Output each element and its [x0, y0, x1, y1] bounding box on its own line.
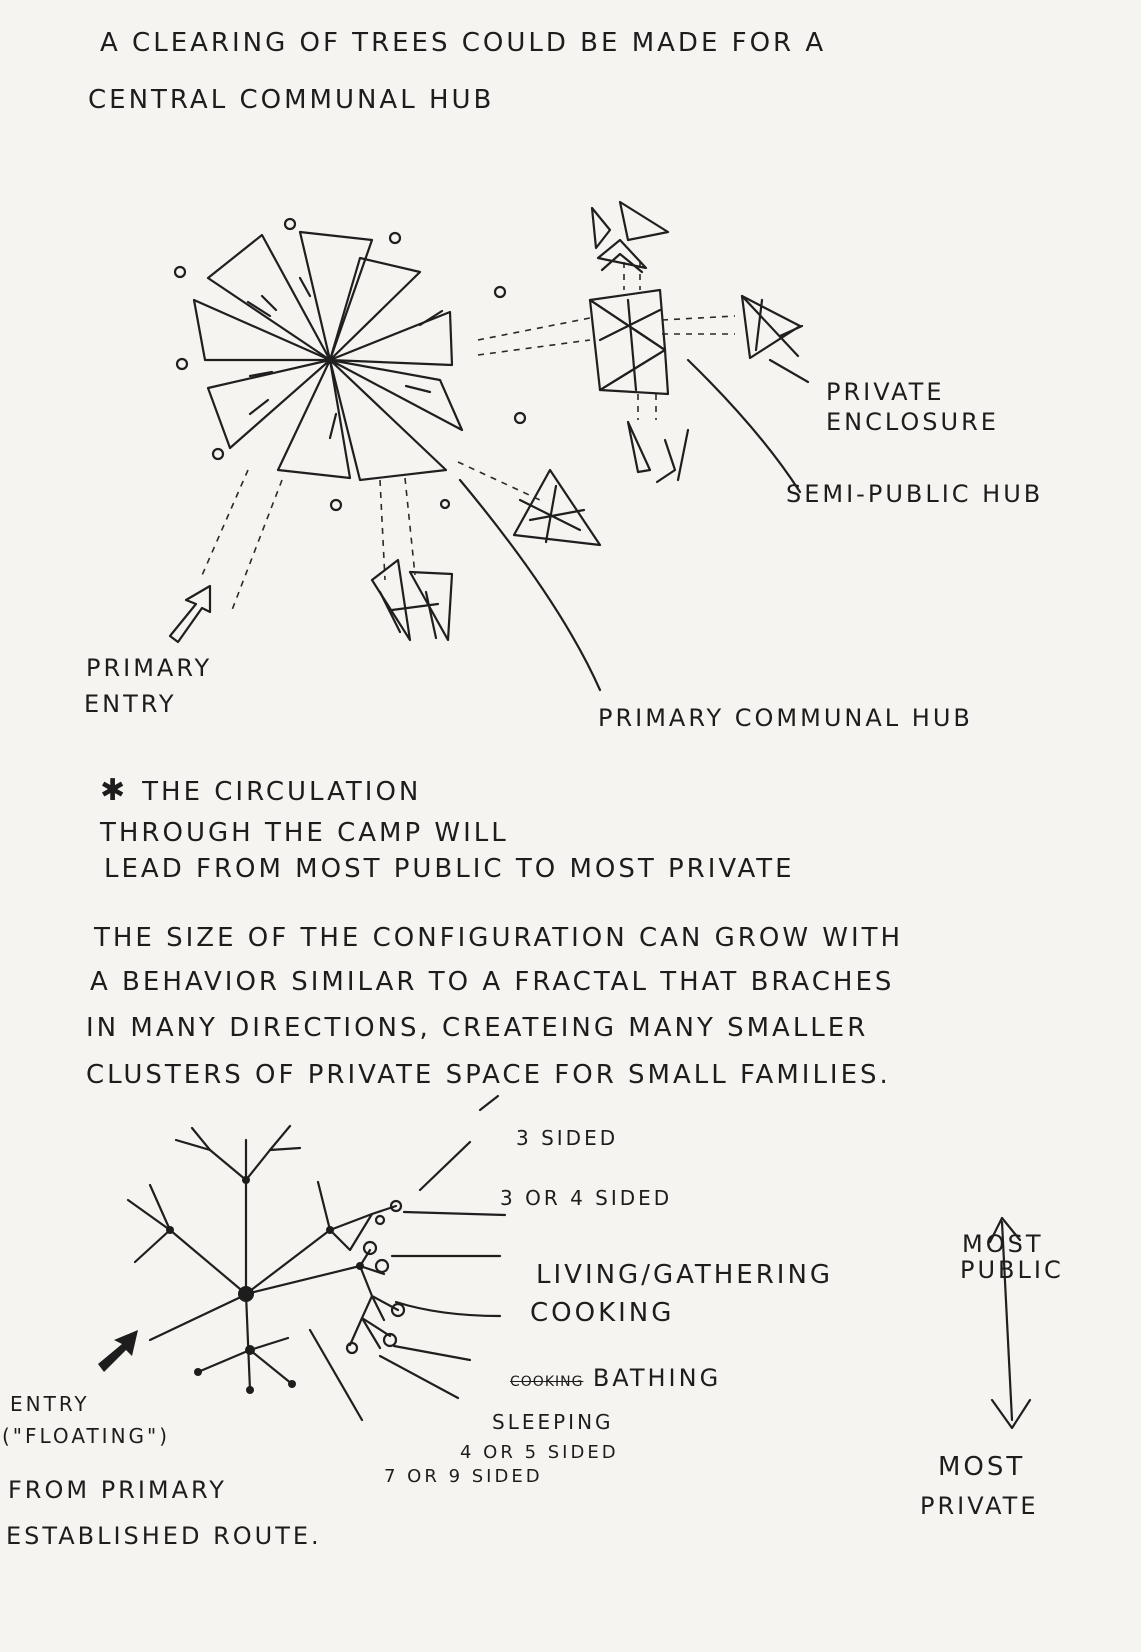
label-sleeping: SLEEPING — [492, 1410, 614, 1434]
header-line-2: CENTRAL COMMUNAL HUB — [88, 85, 495, 115]
label-primary-communal-hub: PRIMARY COMMUNAL HUB — [598, 704, 973, 732]
label-most-public-2: PUBLIC — [960, 1256, 1064, 1284]
label-primary: PRIMARY — [86, 654, 213, 682]
label-3-sided: 3 SIDED — [516, 1126, 619, 1150]
primary-entry-arrow — [170, 586, 210, 642]
label-4-or-5-sided: 4 OR 5 SIDED — [460, 1442, 619, 1463]
central-hub-cluster — [175, 219, 525, 510]
fractal-tree — [128, 1126, 404, 1394]
circulation-note-line-2: THROUGH THE CAMP WILL — [100, 818, 509, 848]
fractal-note-line-4: CLUSTERS OF PRIVATE SPACE FOR SMALL FAMILIES. — [86, 1060, 891, 1090]
lower-enclosure-right — [514, 470, 600, 545]
hub-segment-bottom — [278, 360, 350, 478]
semi-public-hub-cluster — [590, 202, 802, 482]
hub-segment-right — [330, 360, 462, 430]
circulation-note-line-1: ✱ THE CIRCULATION — [100, 773, 422, 808]
label-most-private-1: MOST — [938, 1452, 1026, 1482]
entry-arrow — [98, 1330, 138, 1372]
label-most-public-1: MOST — [962, 1230, 1044, 1258]
lower-enclosure-bottom — [372, 560, 452, 640]
header-line-1: A CLEARING OF TREES COULD BE MADE FOR A — [100, 28, 827, 58]
hub-segment-upper — [330, 258, 420, 360]
label-most-private-2: PRIVATE — [920, 1492, 1039, 1520]
circulation-note-line-3: LEAD FROM MOST PUBLIC TO MOST PRIVATE — [104, 854, 795, 884]
hub-segment-left — [194, 300, 330, 360]
fractal-note-line-1: THE SIZE OF THE CONFIGURATION CAN GROW WITH — [94, 923, 904, 953]
asterisk-marker: ✱ — [100, 773, 129, 808]
fractal-note-line-2: A BEHAVIOR SIMILAR TO A FRACTAL THAT BRACHES — [90, 967, 895, 997]
label-floating: ("FLOATING") — [2, 1424, 171, 1448]
hub-segment-topleft — [208, 235, 330, 360]
label-established-route: ESTABLISHED ROUTE. — [6, 1522, 322, 1550]
label-bathing: COOKING BATHING — [510, 1364, 722, 1392]
fractal-note-line-3: IN MANY DIRECTIONS, CREATEING MANY SMALLER — [86, 1013, 869, 1043]
label-cooking: COOKING — [530, 1298, 675, 1328]
hub-segment-upperright — [330, 312, 452, 365]
label-entry: ENTRY — [84, 690, 177, 718]
label-living-gathering: LIVING/GATHERING — [536, 1260, 834, 1290]
label-private: PRIVATE — [826, 378, 945, 406]
label-3-or-4-sided: 3 OR 4 SIDED — [500, 1186, 673, 1210]
label-7-or-9-sided: 7 OR 9 SIDED — [384, 1466, 543, 1487]
label-entry-lower: ENTRY — [10, 1392, 90, 1416]
label-bathing-struck: COOKING — [510, 1374, 584, 1390]
label-semi-public-hub: SEMI-PUBLIC HUB — [786, 480, 1044, 508]
label-from-primary: FROM PRIMARY — [8, 1476, 227, 1504]
label-enclosure: ENCLOSURE — [826, 408, 999, 436]
